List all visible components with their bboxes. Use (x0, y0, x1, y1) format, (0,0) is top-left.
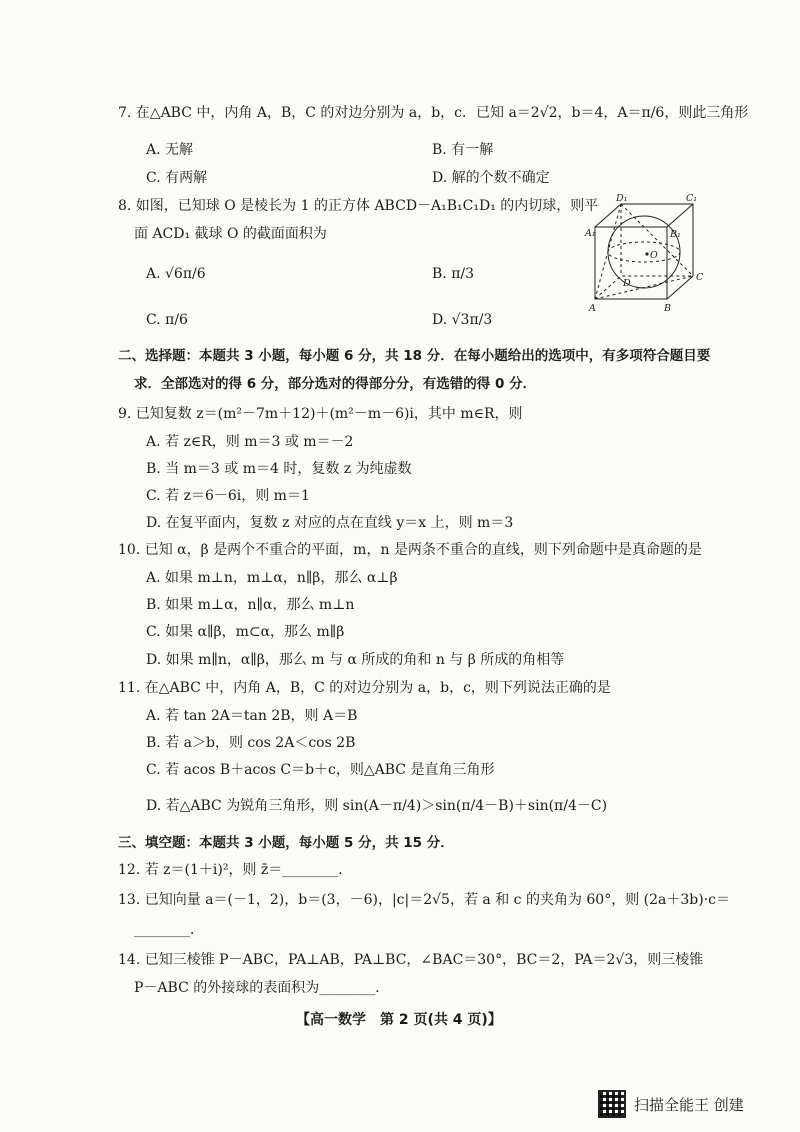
q11-option-a: A. 若 tan 2A＝tan 2B，则 A＝B (146, 708, 358, 724)
q13-line2: ________． (134, 922, 204, 938)
q7-option-c: C. 有两解 (146, 170, 208, 186)
label-b: B (664, 303, 671, 314)
q9-option-d: D. 在复平面内，复数 z 对应的点在直线 y＝x 上，则 m＝3 (146, 515, 514, 531)
q8-stem-line2: 面 ACD₁ 截球 O 的截面面积为 (134, 226, 327, 242)
scanner-watermark (598, 1090, 744, 1118)
cube-sphere-figure (583, 192, 703, 314)
q7-option-b: B. 有一解 (432, 142, 494, 158)
q8-stem-line1: 8. 如图，已知球 O 是棱长为 1 的正方体 ABCD－A₁B₁C₁D₁ 的内切球，则平 (118, 198, 599, 214)
q9-stem: 9. 已知复数 z＝(m²－7m＋12)＋(m²－m－6)i，其中 m∈R，则 (118, 406, 523, 422)
label-d: D (623, 278, 631, 289)
label-a: A (589, 303, 596, 314)
q10-option-b: B. 如果 m⊥α，n∥α，那么 m⊥n (146, 597, 355, 613)
q10-option-d: D. 如果 m∥n，α∥β，那么 m 与 α 所成的角和 n 与 β 所成的角相等 (146, 652, 565, 668)
q11-option-d: D. 若△ABC 为锐角三角形，则 sin(A－π/4)＞sin(π/4－B)＋sin(π/4－C) (146, 798, 608, 814)
q11-stem: 11. 在△ABC 中，内角 A，B，C 的对边分别为 a，b，c，则下列说法正确的是 (118, 680, 611, 696)
label-c: C (696, 272, 703, 283)
q8-option-a: A. √6π/6 (146, 266, 206, 282)
label-a1: A₁ (585, 228, 596, 239)
q11-option-b: B. 若 a＞b，则 cos 2A＜cos 2B (146, 735, 356, 751)
label-d1: D₁ (616, 193, 628, 204)
label-b1: B₁ (670, 229, 681, 240)
q9-option-a: A. 若 z∈R，则 m＝3 或 m＝－2 (146, 434, 354, 450)
scanner-label: 扫描全能王 创建 (634, 1095, 744, 1114)
q7-option-a: A. 无解 (146, 142, 194, 158)
q8-option-d: D. √3π/3 (432, 312, 493, 328)
label-o: O (650, 250, 658, 261)
q13-line1: 13. 已知向量 a＝(－1，2)，b＝(3，－6)，|c|＝2√5，若 a 和 c 的夹角为 60°，则 (2a＋3b)·c＝ (118, 892, 730, 908)
section-2-header-line2: 求．全部选对的得 6 分，部分选对的得部分分，有选错的得 0 分． (134, 376, 537, 392)
q14-line1: 14. 已知三棱锥 P－ABC，PA⊥AB，PA⊥BC，∠BAC＝30°，BC＝2，PA＝2√3，则三棱锥 (118, 952, 704, 968)
label-c1: C₁ (686, 193, 698, 204)
q10-stem: 10. 已知 α，β 是两个不重合的平面，m，n 是两条不重合的直线，则下列命题中是真命题的是 (118, 542, 702, 558)
q10-option-c: C. 如果 α∥β，m⊂α，那么 m∥β (146, 624, 345, 640)
q8-option-b: B. π/3 (432, 266, 475, 282)
q9-option-c: C. 若 z＝6－6i，则 m＝1 (146, 488, 310, 504)
q14-line2: P－ABC 的外接球的表面积为________． (134, 980, 390, 996)
qr-code-icon (598, 1090, 626, 1118)
q10-option-a: A. 如果 m⊥n，m⊥α，n∥β，那么 α⊥β (146, 570, 398, 586)
page-footer: 【高一数学 第 2 页(共 4 页)】 (296, 1012, 502, 1028)
q9-option-b: B. 当 m＝3 或 m＝4 时，复数 z 为纯虚数 (146, 461, 412, 477)
q7-stem: 7. 在△ABC 中，内角 A，B，C 的对边分别为 a，b，c．已知 a＝2√2，b＝4，A＝π/6，则此三角形 (118, 105, 749, 121)
section-3-header: 三、填空题：本题共 3 小题，每小题 5 分，共 15 分． (118, 835, 454, 851)
q8-option-c: C. π/6 (146, 312, 188, 328)
q7-option-d: D. 解的个数不确定 (432, 170, 550, 186)
section-2-header-line1: 二、选择题：本题共 3 小题，每小题 6 分，共 18 分．在每小题给出的选项中，有多项符合题目要 (118, 348, 711, 364)
q11-option-c: C. 若 acos B＋acos C＝b＋c，则△ABC 是直角三角形 (146, 762, 495, 778)
q12: 12. 若 z＝(1＋i)²，则 z̄＝________． (118, 862, 353, 878)
